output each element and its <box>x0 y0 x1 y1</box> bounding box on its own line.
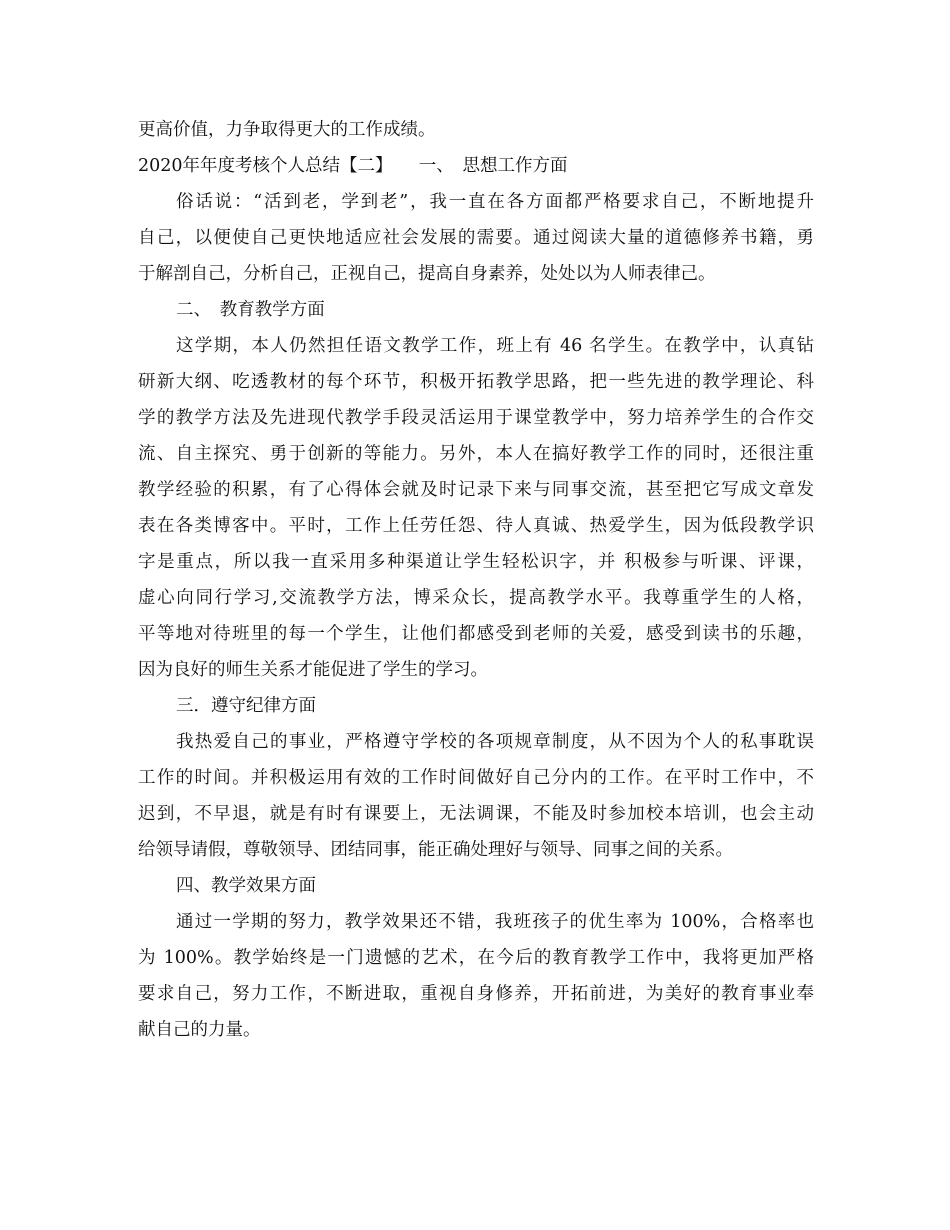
paragraph-line: 献自己的力量。 <box>138 1020 261 1040</box>
paragraph-line: 要求自己，努力工作，不断进取，重视自身修养，开拓前进，为美好的教育事业奉 <box>138 984 814 1004</box>
section-heading: 四、教学效果方面 <box>176 876 316 896</box>
paragraph-line: 为 100%。教学始终是一门遗憾的艺术，在今后的教育教学工作中，我将更加严格 <box>138 948 814 968</box>
paragraph-line: 俗话说：“活到老，学到老”，我一直在各方面都严格要求自己，不断地提升 <box>176 192 814 212</box>
paragraph-line: 表在各类博客中。平时，工作上任劳任怨、待人真诚、热爱学生，因为低段教学识 <box>138 516 814 536</box>
paragraph-line: 教学经验的积累，有了心得体会就及时记录下来与同事交流，甚至把它写成文章发 <box>138 480 814 500</box>
paragraph-line: 流、自主探究、勇于创新的等能力。另外，本人在搞好教学工作的同时，还很注重 <box>138 444 814 464</box>
paragraph-line: 因为良好的师生关系才能促进了学生的学习。 <box>138 660 488 680</box>
paragraph-line: 研新大纲、吃透教材的每个环节，积极开拓教学思路，把一些先进的教学理论、科 <box>138 372 814 392</box>
paragraph-line: 我热爱自己的事业，严格遵守学校的各项规章制度，从不因为个人的私事耽误 <box>176 732 814 752</box>
paragraph-line: 学的教学方法及先进现代教学手段灵活运用于课堂教学中，努力培养学生的合作交 <box>138 408 814 428</box>
section-heading: 2020年年度考核个人总结【二】 一、 思想工作方面 <box>138 156 568 176</box>
paragraph-line: 自己，以便使自己更快地适应社会发展的需要。通过阅读大量的道德修养书籍，勇 <box>138 228 814 248</box>
paragraph-line: 平等地对待班里的每一个学生，让他们都感受到老师的关爱，感受到读书的乐趣， <box>138 624 814 644</box>
paragraph-line: 于解剖自己，分析自己，正视自己，提高自身素养，处处以为人师表律己。 <box>138 264 716 284</box>
paragraph-line: 给领导请假，尊敬领导、团结同事，能正确处理好与领导、同事之间的关系。 <box>138 840 733 860</box>
section-heading: 二、 教育教学方面 <box>176 300 325 320</box>
paragraph-line: 字是重点，所以我一直采用多种渠道让学生轻松识字，并 积极参与听课、评课， <box>138 552 814 572</box>
paragraph-line: 这学期，本人仍然担任语文教学工作，班上有 46 名学生。在教学中，认真钻 <box>176 336 814 356</box>
section-heading: 三．遵守纪律方面 <box>176 696 316 716</box>
paragraph-line: 迟到，不早退，就是有时有课要上，无法调课，不能及时参加校本培训，也会主动 <box>138 804 814 824</box>
paragraph-line: 通过一学期的努力，教学效果还不错，我班孩子的优生率为 100%，合格率也 <box>176 912 814 932</box>
paragraph-line: 工作的时间。并积极运用有效的工作时间做好自己分内的工作。在平时工作中，不 <box>138 768 814 788</box>
paragraph-line: 更高价值，力争取得更大的工作成绩。 <box>138 120 436 140</box>
paragraph-line: 虚心向同行学习,交流教学方法，博采众长，提高教学水平。我尊重学生的人格， <box>138 588 814 608</box>
